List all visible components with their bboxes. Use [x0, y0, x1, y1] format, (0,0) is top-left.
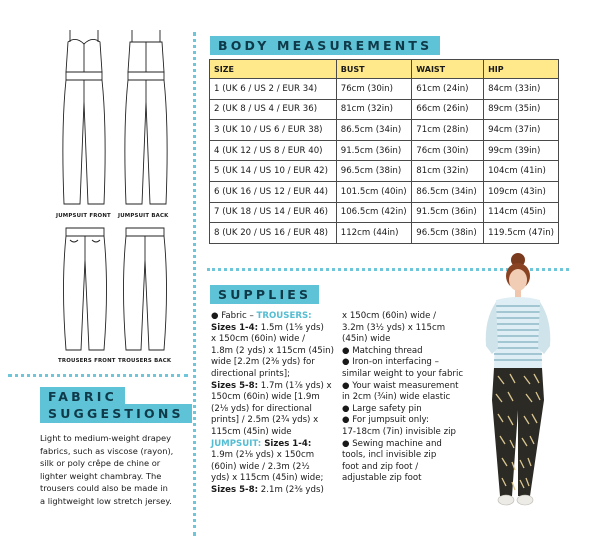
trousers-front-caption: TROUSERS FRONT	[58, 358, 116, 364]
model-face	[509, 269, 527, 291]
waist-cell: 91.5cm (36in)	[412, 202, 484, 223]
bust-cell: 91.5cm (36in)	[336, 140, 412, 161]
header-waist: WAIST	[412, 60, 484, 79]
supplies-column-2: x 150cm (60in) wide / 3.2m (3½ yds) x 115cm (45in) wide ● Matching thread ● Iron-on interfacing – similar weight to your fabric ● Your waist measurement in 2cm (¾in) wide elastic ● Large safety pin ● For jumpsuit only: 17-18cm (7in) invisible zip ● Sewing machine and tools, incl invisible zip foot and zip foot / adjustable zip foot	[342, 311, 464, 484]
waist-cell: 66cm (26in)	[412, 99, 484, 120]
body-measurements-title: BODY MEASUREMENTS	[210, 36, 440, 55]
vertical-dotted-divider	[193, 32, 196, 536]
fabric-suggestions-title-line1: FABRIC	[40, 387, 125, 406]
table-row	[210, 181, 559, 202]
table-row	[210, 161, 559, 182]
jumpsuit-front-illustration	[56, 28, 112, 212]
waist-cell: 61cm (24in)	[412, 79, 484, 100]
waist-cell: 76cm (30in)	[412, 140, 484, 161]
illustrations-dotted-divider	[8, 374, 188, 377]
table-row	[210, 140, 559, 161]
size-cell: 7 (UK 18 / US 14 / EUR 46)	[210, 202, 337, 223]
bust-cell: 96.5cm (38in)	[336, 161, 412, 182]
table-row	[210, 202, 559, 223]
hip-cell: 109cm (43in)	[484, 181, 559, 202]
size-cell: 4 (UK 12 / US 8 / EUR 40)	[210, 140, 337, 161]
bust-cell: 81cm (32in)	[336, 99, 412, 120]
trousers-back-illustration	[118, 226, 172, 356]
hip-cell: 99cm (39in)	[484, 140, 559, 161]
table-row	[210, 79, 559, 100]
waist-cell: 81cm (32in)	[412, 161, 484, 182]
bust-cell: 86.5cm (34in)	[336, 120, 412, 141]
size-cell: 5 (UK 14 / US 10 / EUR 42)	[210, 161, 337, 182]
hip-cell: 119.5cm (47in)	[484, 223, 559, 244]
fabric-suggestions-title-line2: SUGGESTIONS	[40, 404, 192, 423]
jumpsuit-back-caption: JUMPSUIT BACK	[118, 213, 169, 219]
bust-cell: 106.5cm (42in)	[336, 202, 412, 223]
bust-cell: 101.5cm (40in)	[336, 181, 412, 202]
header-size: SIZE	[210, 60, 337, 79]
model-shoes	[498, 495, 533, 505]
model-striped-top	[486, 297, 551, 368]
model-photo	[470, 250, 562, 520]
hip-cell: 94cm (37in)	[484, 120, 559, 141]
size-cell: 6 (UK 16 / US 12 / EUR 44)	[210, 181, 337, 202]
size-cell: 2 (UK 8 / US 4 / EUR 36)	[210, 99, 337, 120]
trousers-front-illustration	[58, 226, 112, 356]
waist-cell: 96.5cm (38in)	[412, 223, 484, 244]
table-header-row	[210, 60, 559, 79]
hip-cell: 114cm (45in)	[484, 202, 559, 223]
size-cell: 1 (UK 6 / US 2 / EUR 34)	[210, 79, 337, 100]
table-row	[210, 223, 559, 244]
waist-cell: 71cm (28in)	[412, 120, 484, 141]
size-cell: 8 (UK 20 / US 16 / EUR 48)	[210, 223, 337, 244]
header-bust: BUST	[336, 60, 412, 79]
size-cell: 3 (UK 10 / US 6 / EUR 38)	[210, 120, 337, 141]
jumpsuit-front-caption: JUMPSUIT FRONT	[56, 213, 111, 219]
supplies-column-1: ● Fabric – TROUSERS: Sizes 1-4: 1.5m (1⅝ yds) x 150cm (60in) wide / 1.8m (2 yds) x 115cm (45in) wide [2.2m (2⅜ yds) for directional prints]; Sizes 5-8: 1.7m (1⅞ yds) x 150cm (60in) wide [1.9m (2⅛ yds) for directional prints] / 2.5m (2¾ yds) x 115cm (45in) wide JUMPSUIT: Sizes 1-4: 1.9m (2⅛ yds) x 150cm (60in) wide / 2.3m (2½ yds) x 115cm (45in) wide; Sizes 5-8: 2.1m (2⅜ yds)	[211, 311, 334, 495]
waist-cell: 86.5cm (34in)	[412, 181, 484, 202]
hip-cell: 104cm (41in)	[484, 161, 559, 182]
header-hip: HIP	[484, 60, 559, 79]
table-row	[210, 120, 559, 141]
hip-cell: 84cm (33in)	[484, 79, 559, 100]
bust-cell: 112cm (44in)	[336, 223, 412, 244]
fabric-suggestions-text: Light to medium-weight drapey fabrics, such as viscose (rayon), silk or poly crêpe de chine or lighter weight chambray. The trousers could also be made in a lightweight low stretch jersey.	[40, 433, 174, 506]
body-measurements-table	[209, 59, 559, 244]
table-row	[210, 99, 559, 120]
supplies-title: SUPPLIES	[210, 285, 319, 304]
bust-cell: 76cm (30in)	[336, 79, 412, 100]
trousers-back-caption: TROUSERS BACK	[118, 358, 172, 364]
jumpsuit-back-illustration	[118, 28, 174, 212]
hip-cell: 89cm (35in)	[484, 99, 559, 120]
model-patterned-trousers	[492, 368, 544, 496]
